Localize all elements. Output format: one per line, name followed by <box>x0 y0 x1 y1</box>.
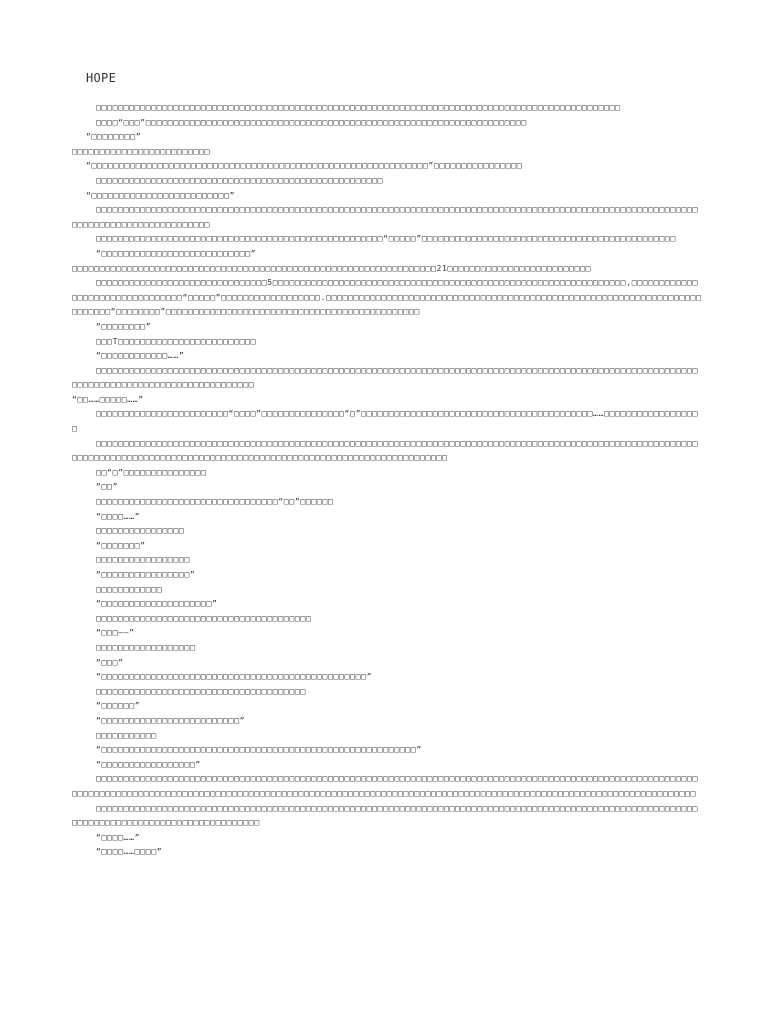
paragraph: □□□□□□□□□□□□□□□□ <box>96 525 185 536</box>
paragraph: “□□□□□□□□” <box>86 131 142 142</box>
paragraph: “□□□□□□” <box>96 700 141 711</box>
paragraph: □□□□□□□□□□□□□□□□□□□□□□□□□□□□□□□□□□□□□□□□□□□□□□□□□□□□“□□□□□”□□□□□□□□□□□□□□□□□□□□□□□□□□□□□□□□□□□□□□□□□□□□□□ <box>96 233 676 244</box>
paragraph: □□□□□□□□□□□□□□□□□□□□□□□□□□□□□□□□□□□□□□□□□□□□□□□□□□□□□□□□□□□□□□□□□□□□□□□□□□□□□□□□□□□□□□□□□□□□□□□□□□□□□□□□□□□□□□□□□□□□□□□□□□□□□□□□□□□□□□□□□□□□□□□□□□□□□□□□□□□□□□□□□□□□□□□□□□□□□□□□□ <box>72 437 698 463</box>
paragraph: “□□□□□□□□□□□□□□□□□□□□” <box>96 598 218 609</box>
document-page <box>72 70 702 859</box>
paragraph: □□□□□□□□□□□ <box>96 729 157 740</box>
paragraph: “□□□□……” <box>96 831 141 842</box>
paragraph: □□□□□□□□□□□□□□□□□□□□□□□□□ <box>72 145 211 156</box>
paragraph: □□□□□□□□□□□□□□□□□□□□□□□□□□□□□□□□□□□□□□□□□□□□□□□□□□□□□□□□□□□□□□□□□□□□□□□□□□□□□□□□□□□□□□□□□□□□□□□□□□□□□□□□□□□□□□□□□□□□□□□□□□□□□□□□□□□□□□ <box>72 204 698 229</box>
paragraph: “□□□□□□□□□□□□□□□□□” <box>96 758 201 769</box>
paragraph: “□□□□……□□□□” <box>96 846 163 857</box>
paragraph: “□□□□□□□□” <box>96 320 152 331</box>
paragraph: □□□□□□□□□□□□□□□□□□□□□□□□“□□□□”□□□□□□□□□□□□□□□“□”□□□□□□□□□□□□□□□□□□□□□□□□□□□□□□□□□□□□□□□□□□……□□□□□□□□□□□□□□□□□□ <box>72 408 698 434</box>
paragraph: “□□……□□□□□……” <box>72 393 144 404</box>
paragraph: □□□□□□□□□□□□□□□□□□□□□□□□□□□□□□□□□“□□”□□□□□□ <box>96 496 334 507</box>
paragraph: □□□□□□□□□□□□□□□□□□□□□□□□□□□□□□□□□□□□□□□□□□□□□□□□□□□□□□□□□□□□□□□□□□□□□□□□□□□□□□□□□□□□□□□□□□□□□□□□□□□□□□□□□□□□□□□□□□□□□□□□□□□□□□□□□□□□□□□□□□□□□□ <box>72 364 698 390</box>
paragraph: “□□□□□□□□□□□□□□□□□□□□□□□□□□□□□□□□□□□□□□□□□□□□□□□□□□□□□□□□□□□□□”□□□□□□□□□□□□□□□□ <box>86 160 523 171</box>
paragraph: “□□□□□□□□□□□□□□□□□□□□□□□□□□□□□□□□□□□□□□□□□□□□□□□□□□□□□□□□□” <box>96 744 422 755</box>
paragraph: □□□T□□□□□□□□□□□□□□□□□□□□□□□□□ <box>96 335 257 346</box>
paragraph: □□□□□□□□□□□□□□□□□□□□□□□□□□□□□□□□□□□□□□□□□□□□□□□□□□□□ <box>96 174 384 185</box>
paragraph: □□□□□□□□□□□□□□□□□□□□□□□□□□□□□□□5□□□□□□□□□□□□□□□□□□□□□□□□□□□□□□□□□□□□□□□□□□□□□□□□□□□□□□□□□□□□□□□□,□□□□□□□□□□□□□□□□□□□□□□□□□□□□□□□□“□□□□□”□□□□□□□□□□□□□□□□□□.□□□□□□□□□□□□□□□□□□□□□□□□□□□□□□□□□□□□□□□□□□□□□□□□□□□□□□□□□□□□□□□□□□□□□□□□□□□“□□□□□□□□”□□□□□□□□□□□□□□□□□□□□□□□□□□□□□□□□□□□□□□□□□□□□□□ <box>72 277 702 317</box>
paragraph: “□□□□……” <box>96 510 141 521</box>
paragraph: □□□□□□□□□□□□□□□□□□□□□□□□□□□□□□□□□□□□□□□□□□□□□□□□□□□□□□□□□□□□□□□□□□□□□□□□□□□□□□□□□□□□□□□□□□□□□□□ <box>96 102 621 112</box>
paragraph: “□□□——” <box>96 627 135 638</box>
paragraph: “□□□□□□□□□□□□□□□□□□□□□□□□□□□” <box>96 247 257 258</box>
paragraph: “□□□□□□□□□□□□□□□□□□□□□□□□□□□□□□□□□□□□□□□□□□□□□□□□” <box>96 671 373 682</box>
paragraph: “□□□□□□□” <box>96 539 146 550</box>
paragraph: “□□□□□□□□□□□□□□□□” <box>96 569 196 579</box>
paragraph: □□□□“□□□”□□□□□□□□□□□□□□□□□□□□□□□□□□□□□□□□□□□□□□□□□□□□□□□□□□□□□□□□□□□□□□□□□□□□□ <box>96 116 527 127</box>
paragraph: □□□□□□□□□□□□□□□□□□□□□□□□□□□□□□□□□□□□□□□□□□□□□□□□□□□□□□□□□□□□□□□□□□□□□□□□□□□□□□□□□□□□□□□□□□□□□□□□□□□□□□□□□□□□□□□□□□□□□□□□□□□□□□□□□□□□□□□□□□□□□□□□□□□□□□□□□□□□□□□□□□□□□□□□□□□□□□□□□□□□□□□□□□□□□□□□□□□□□□□□□□□□□□□□□□□□□□□□□□□□□□ <box>72 773 698 798</box>
paragraph: □□□□□□□□□□□□□□□□□□ <box>96 641 196 652</box>
paragraph: “□□□□□□□□□□□□……” <box>96 350 185 361</box>
paragraph: □□□□□□□□□□□□□□□□□□□□□□□□□□□□□□□□□□□□□□□□□□□□□□□□□□□□□□□□□□□□□□□□□□□□□□□□□□□□□□□□□□□□□□□□□□□□□□□□□□□□□□□□□□□□□□□□□□□□□□□□□□□□□□□□□□□□□□□□□□□□□□□ <box>72 802 698 828</box>
paragraph: □□□□□□□□□□□□ <box>96 583 163 594</box>
paragraph: □□□□□□□□□□□□□□□□□□□□□□□□□□□□□□□□□□□□□□□□□□□□□□□□□□□□□□□□□□□□□□□□□□21□□□□□□□□□□□□□□□□□□□□□□□□□□ <box>72 262 592 273</box>
paragraph: “□□□□□□□□□□□□□□□□□□□□□□□□□” <box>86 189 236 200</box>
paragraph: “□□□” <box>96 656 124 667</box>
document-body <box>72 100 702 859</box>
paragraph: “□□” <box>96 481 119 492</box>
paragraph: □□□□□□□□□□□□□□□□□ <box>96 554 190 565</box>
paragraph: □□□□□□□□□□□□□□□□□□□□□□□□□□□□□□□□□□□□□□□ <box>96 612 312 623</box>
document-title: HOPE <box>86 71 117 85</box>
paragraph: □□“□”□□□□□□□□□□□□□□□ <box>96 466 207 477</box>
paragraph: “□□□□□□□□□□□□□□□□□□□□□□□□□” <box>96 714 246 725</box>
paragraph: □□□□□□□□□□□□□□□□□□□□□□□□□□□□□□□□□□□□□□ <box>96 685 306 696</box>
